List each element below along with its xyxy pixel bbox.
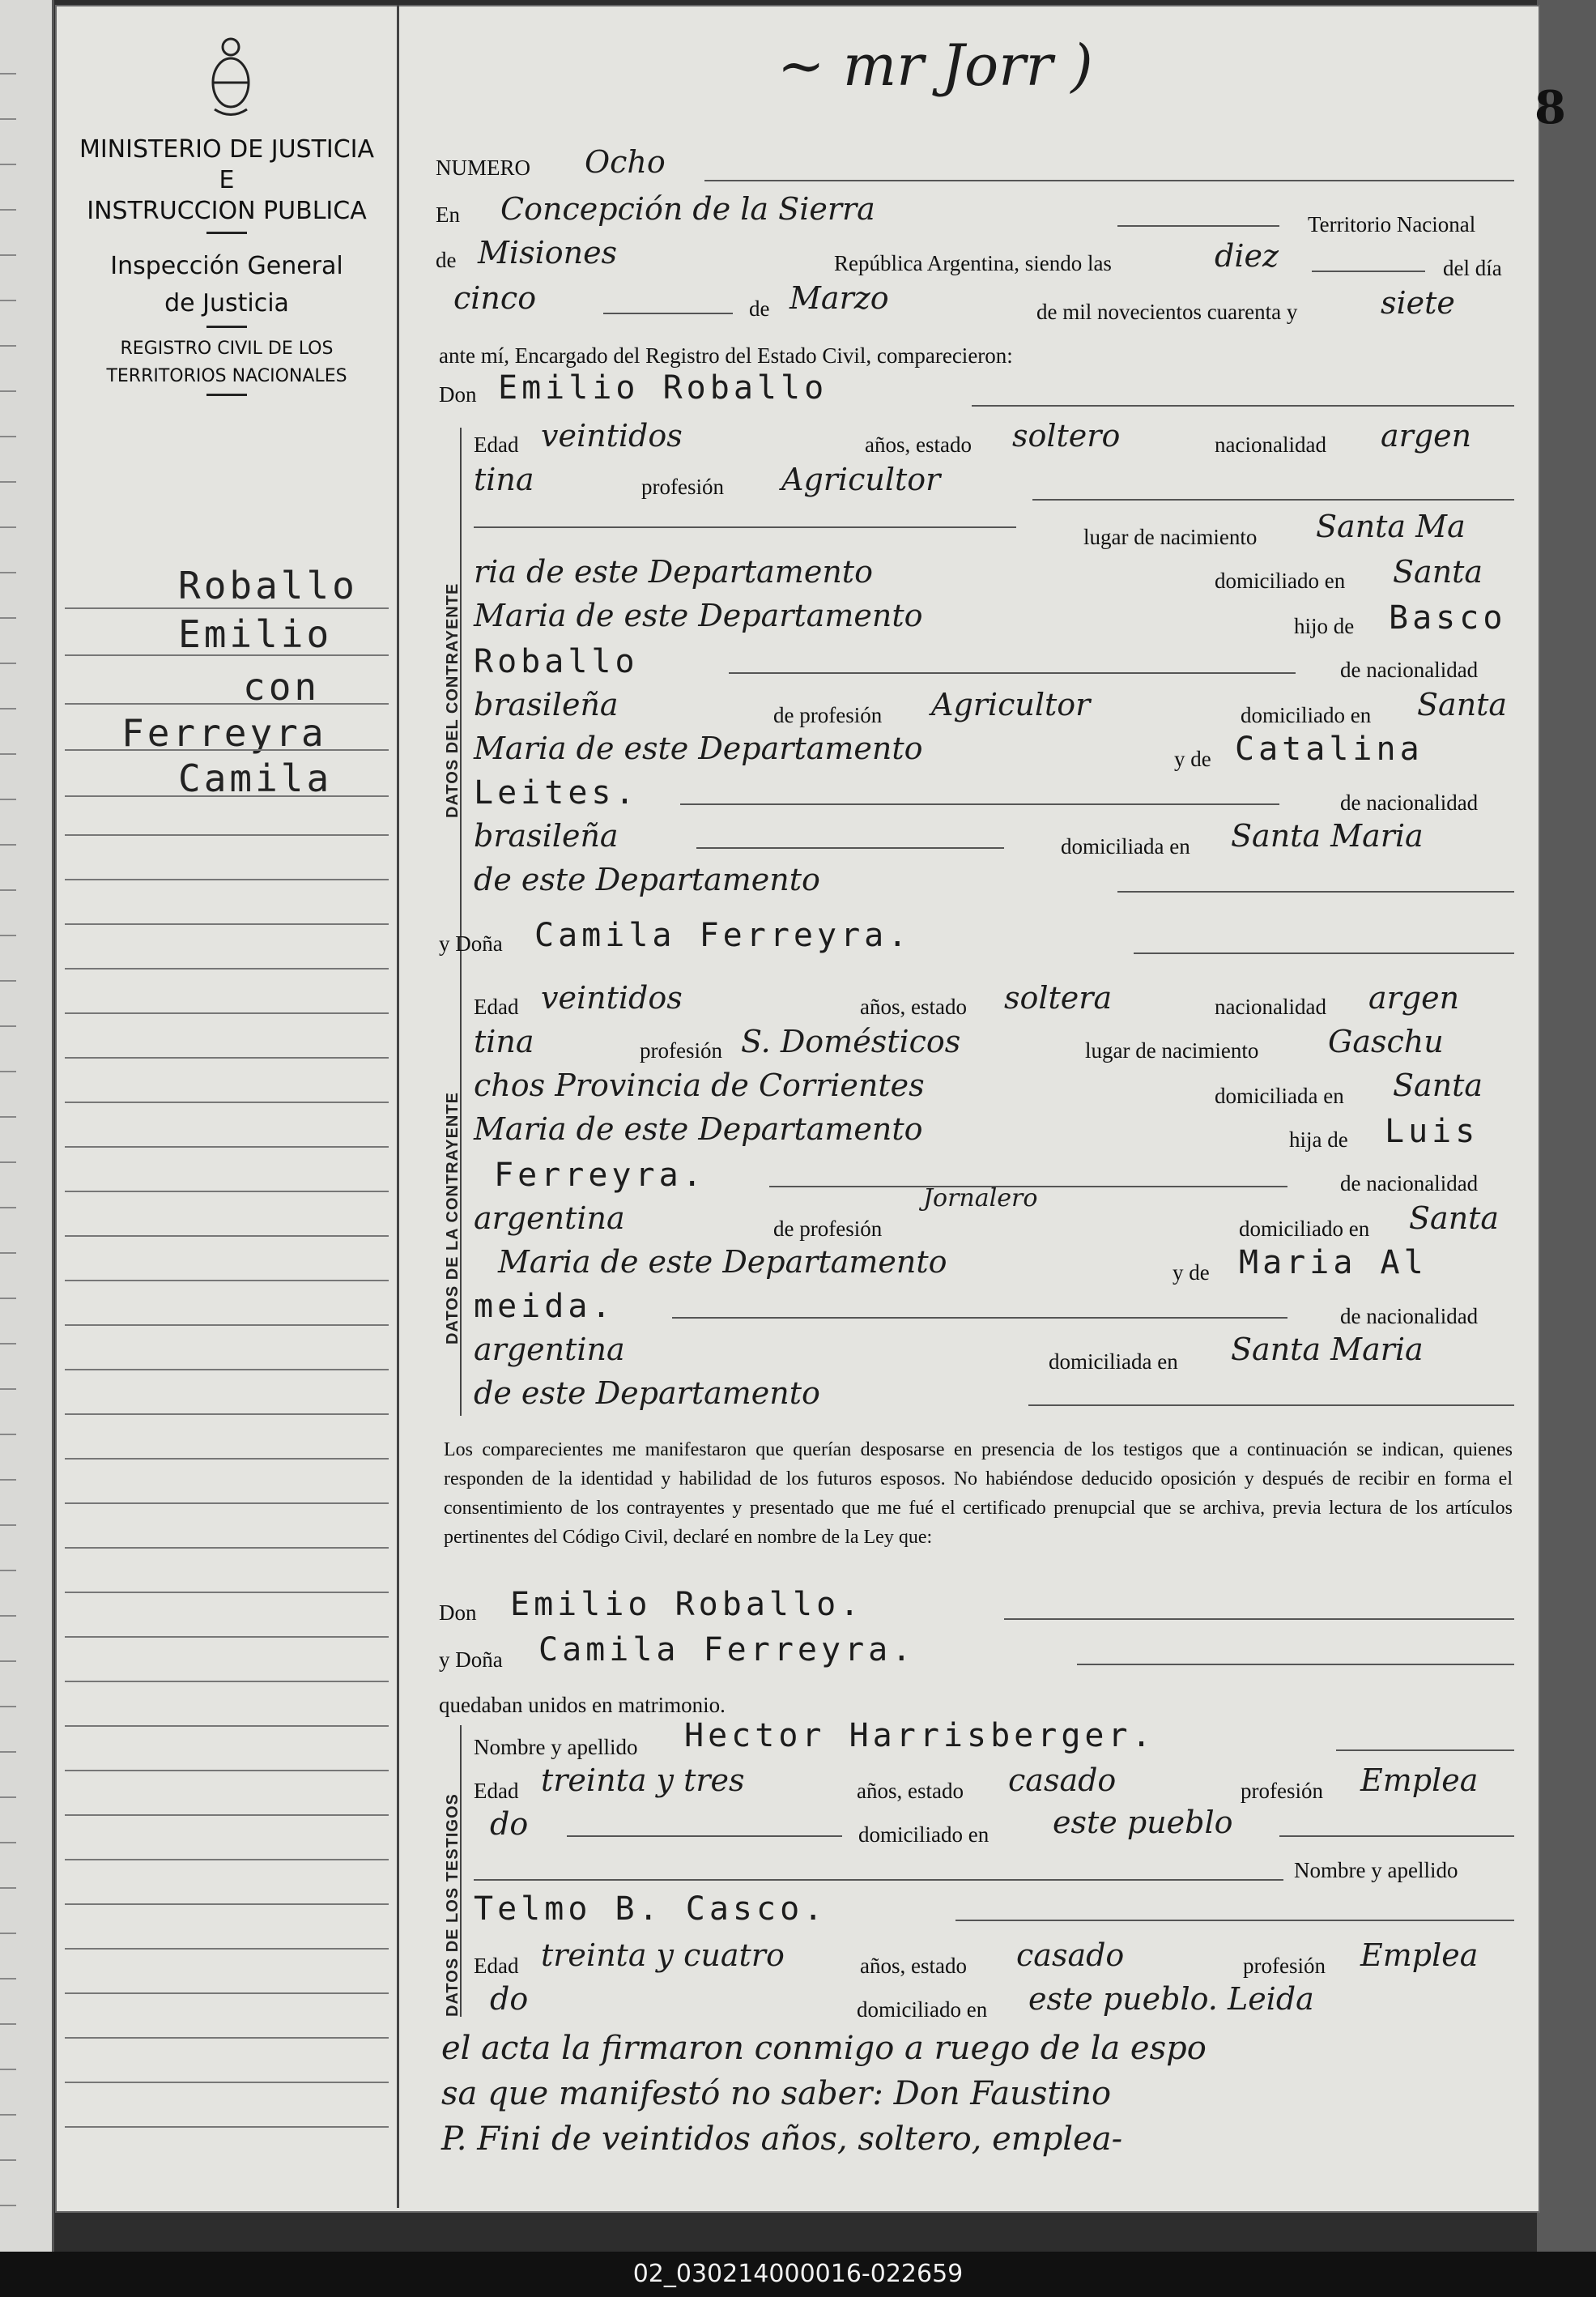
bride-mother-first: Maria Al <box>1239 1244 1428 1281</box>
witness1-status: casado <box>1008 1762 1117 1798</box>
label-profesion: profesión <box>641 475 724 499</box>
previous-page-rule <box>0 935 16 936</box>
label-y-dona: y Doña <box>439 931 503 956</box>
previous-page-rule <box>0 2069 16 2070</box>
bride-mother-address-start: Santa Maria <box>1231 1332 1424 1367</box>
header-signature-scribble: ~ mr Jorr ) <box>777 32 1093 99</box>
label-domiciliado: domiciliado en <box>858 1822 990 1847</box>
bride-age: veintidos <box>541 980 683 1016</box>
bride-mother-nationality: argentina <box>474 1332 625 1367</box>
previous-page-rule <box>0 2114 16 2116</box>
margin-rule <box>65 1992 389 1994</box>
margin-rule <box>65 1903 389 1905</box>
bride-occupation: S. Domésticos <box>741 1024 961 1059</box>
margin-rule <box>65 1458 389 1460</box>
margin-rule <box>65 1102 389 1103</box>
previous-page-rule <box>0 980 16 982</box>
label-profesion: profesión <box>640 1038 722 1063</box>
label-domiciliado: domiciliado en <box>1241 703 1372 727</box>
label-don: Don <box>439 382 477 407</box>
ministry-name <box>57 134 397 227</box>
label-anos-estado: años, estado <box>865 433 972 457</box>
groom-mother-address-start: Santa Maria <box>1231 818 1424 854</box>
groom-age: veintidos <box>541 418 683 454</box>
label-de-nacionalidad: de nacionalidad <box>1340 658 1479 682</box>
label-de-profesion: de profesión <box>773 1217 883 1241</box>
witness2-status: casado <box>1016 1937 1125 1973</box>
fill-line <box>696 847 1004 849</box>
margin-rule <box>65 749 389 751</box>
margin-rule <box>65 2037 389 2039</box>
previous-page-rule <box>0 1615 16 1617</box>
ministry-line-2: E <box>219 166 235 194</box>
fill-line <box>1117 225 1279 227</box>
label-de-profesion: de profesión <box>773 703 883 727</box>
margin-rule <box>65 1681 389 1682</box>
groom-mother-address-end: de este Departamento <box>474 862 820 897</box>
bride-status: soltera <box>1004 980 1113 1016</box>
groom-address-start: Santa <box>1393 554 1483 590</box>
previous-page-rule <box>0 708 16 710</box>
fill-line <box>1336 1749 1514 1751</box>
margin-rule <box>65 1235 389 1237</box>
label-edad: Edad <box>474 1954 519 1978</box>
witness2-age: treinta y cuatro <box>541 1937 785 1973</box>
label-domiciliada: domiciliada en <box>1215 1084 1344 1108</box>
previous-page-rule <box>0 617 16 619</box>
label-de-nacionalidad: de nacionalidad <box>1340 1171 1479 1195</box>
label-groom-section: DATOS DEL CONTRAYENTE <box>444 582 462 818</box>
fill-line <box>1134 952 1514 954</box>
previous-page-rule <box>0 436 16 437</box>
fill-line <box>972 405 1514 407</box>
bride-address-start: Santa <box>1393 1068 1483 1103</box>
margin-rule <box>65 795 389 797</box>
margin-rule <box>65 1547 389 1549</box>
fill-line <box>1077 1664 1514 1665</box>
page-number: 8 <box>1534 81 1566 134</box>
previous-page-rule <box>0 1660 16 1662</box>
bride-father-first: Luis <box>1385 1113 1479 1150</box>
previous-page-rule <box>0 799 16 800</box>
margin-rule <box>65 1057 389 1059</box>
margin-rule <box>65 2082 389 2083</box>
label-profesion: profesión <box>1243 1954 1326 1978</box>
margin-rule <box>65 607 389 609</box>
label-republica: República Argentina, siendo las <box>834 251 1112 275</box>
groom-birthplace-start: Santa Ma <box>1316 509 1466 544</box>
label-nombre-apellido: Nombre y apellido <box>1294 1858 1458 1882</box>
groom-mother-first: Catalina <box>1235 731 1424 768</box>
witness1-name: Hector Harrisberger. <box>684 1717 1156 1754</box>
previous-page-rule <box>0 753 16 755</box>
bride-father-address-start: Santa <box>1409 1200 1500 1236</box>
label-profesion: profesión <box>1241 1779 1323 1803</box>
label-del-dia: del día <box>1443 256 1502 280</box>
binding-shadow <box>1537 0 1596 2252</box>
closing-line-2: sa que manifestó no saber: Don Faustino <box>441 2075 1112 2112</box>
bride-birthplace-start: Gaschu <box>1328 1024 1444 1059</box>
margin-note-con: con <box>243 665 321 709</box>
previous-page-rule <box>0 1116 16 1118</box>
previous-page-rule <box>0 1071 16 1072</box>
value-month: Marzo <box>789 280 889 316</box>
label-y-de: y de <box>1173 1260 1210 1285</box>
previous-page-rule <box>0 1796 16 1798</box>
groom-father-occupation: Agricultor <box>931 687 1091 722</box>
margin-note-bride-surname: Ferreyra <box>121 711 327 755</box>
groom-father-address-start: Santa <box>1417 687 1508 722</box>
margin-rule <box>65 1280 389 1281</box>
groom-birthplace-end: ria de este Departamento <box>474 554 873 590</box>
margin-rule <box>65 1770 389 1771</box>
value-place: Concepción de la Sierra <box>500 191 875 227</box>
value-numero: Ocho <box>585 144 666 180</box>
value-year: siete <box>1381 285 1455 321</box>
witness2-name: Telmo B. Casco. <box>474 1890 828 1928</box>
previous-page-rule <box>0 300 16 301</box>
previous-page-rule <box>0 1161 16 1163</box>
label-de: de <box>436 248 457 272</box>
label-don: Don <box>439 1600 477 1625</box>
fill-line <box>474 526 1016 528</box>
label-domiciliado: domiciliado en <box>1239 1217 1370 1241</box>
value-territory: Misiones <box>478 235 618 271</box>
registry-name <box>57 335 397 390</box>
groom-nationality-start: argen <box>1381 418 1472 454</box>
previous-page-rule <box>0 1887 16 1889</box>
margin-rule <box>65 923 389 925</box>
previous-page-rule <box>0 2205 16 2206</box>
label-hija-de: hija de <box>1289 1127 1348 1152</box>
previous-page-rule <box>0 254 16 256</box>
label-domiciliada: domiciliada en <box>1049 1349 1178 1374</box>
label-anos-estado: años, estado <box>860 1954 967 1978</box>
bride-father-surname: Ferreyra. <box>494 1157 706 1194</box>
margin-note-surname: Roballo <box>178 564 358 607</box>
previous-page-rule <box>0 1978 16 1980</box>
fill-line <box>1032 499 1514 501</box>
fill-line <box>955 1920 1514 1921</box>
bride-birthplace-end: chos Provincia de Corrientes <box>474 1068 925 1103</box>
previous-page-rule <box>0 1751 16 1753</box>
label-hijo-de: hijo de <box>1294 614 1355 638</box>
label-de-nacionalidad: de nacionalidad <box>1340 1304 1479 1328</box>
previous-page-rule <box>0 481 16 483</box>
divider <box>206 326 247 328</box>
groom-father-first: Basco <box>1389 599 1507 637</box>
witness2-occupation-start: Emplea <box>1360 1937 1479 1973</box>
margin-note-given-name: Emilio <box>178 612 333 656</box>
margin-rule <box>65 834 389 836</box>
label-y-de: y de <box>1174 747 1211 771</box>
label-domiciliado: domiciliado en <box>1215 569 1346 593</box>
fill-line <box>729 672 1296 674</box>
fill-line <box>603 313 733 314</box>
label-lugar-nacimiento: lugar de nacimiento <box>1083 525 1258 549</box>
previous-page-rule <box>0 889 16 891</box>
margin-rule <box>65 1012 389 1014</box>
bride-nationality-start: argen <box>1368 980 1460 1016</box>
label-domiciliado: domiciliado en <box>857 1997 988 2022</box>
declared-groom-name: Emilio Roballo. <box>510 1586 864 1623</box>
label-de-mes: de <box>749 296 770 321</box>
previous-page-rule <box>0 390 16 392</box>
label-anos-estado: años, estado <box>860 995 967 1019</box>
inspection-line-2: de Justicia <box>164 289 289 317</box>
previous-page-edge <box>0 0 54 2252</box>
bride-nationality-end: tina <box>474 1024 534 1059</box>
label-edad: Edad <box>474 995 519 1019</box>
groom-father-address-end: Maria de este Departamento <box>474 731 923 766</box>
previous-page-rule <box>0 1252 16 1254</box>
declaration-paragraph: Los comparecientes me manifestaron que querían desposarse en presencia de los testigos que a continuación se indican, quienes responden de la identidad y habilidad de los futuros esposos. No habiéndose deducido oposición y después de recibir en forma el consentimiento de los contrayentes y presentado que me fué el certificado prenupcial que se archiva, previa lectura de los artículos pertinentes del Código Civil, declaré en nombre de la Ley que: <box>444 1439 1513 1548</box>
divider <box>206 394 247 396</box>
label-domiciliada: domiciliada en <box>1061 834 1190 859</box>
margin-rule <box>65 1146 389 1148</box>
previous-page-rule <box>0 345 16 347</box>
margin-rule <box>65 879 389 880</box>
fill-line <box>1279 1835 1514 1837</box>
label-unidos: quedaban unidos en matrimonio. <box>439 1693 726 1717</box>
fill-line <box>1028 1404 1514 1406</box>
fill-line <box>1312 271 1425 272</box>
groom-status: soltero <box>1012 418 1121 454</box>
bride-name: Camila Ferreyra. <box>534 917 912 954</box>
margin-rule <box>65 968 389 970</box>
previous-page-rule <box>0 1570 16 1571</box>
margin-rule <box>65 1859 389 1860</box>
label-edad: Edad <box>474 1779 519 1803</box>
previous-page-rule <box>0 1388 16 1390</box>
registry-line-2: TERRITORIOS NACIONALES <box>106 366 347 386</box>
inspection-line-1: Inspección General <box>110 252 343 280</box>
previous-page-rule <box>0 526 16 528</box>
previous-page-rule <box>0 118 16 120</box>
groom-nationality-end: tina <box>474 462 534 497</box>
fill-line <box>704 180 1514 181</box>
previous-page-rule <box>0 209 16 211</box>
label-de-nacionalidad: de nacionalidad <box>1340 791 1479 815</box>
previous-page-rule <box>0 1343 16 1345</box>
scan-image-code: 02_030214000016-022659 <box>632 2260 964 2288</box>
margin-rule <box>65 1413 389 1415</box>
margin-rule <box>65 1191 389 1192</box>
margin-rule <box>65 654 389 656</box>
margin-rule <box>65 2126 389 2128</box>
witness2-address: este pueblo. Leida <box>1028 1981 1314 2017</box>
fill-line <box>567 1835 842 1837</box>
witness1-occupation-start: Emplea <box>1360 1762 1479 1798</box>
closing-line-1: el acta la firmaron conmigo a ruego de la espo <box>441 2030 1207 2067</box>
bride-father-nationality: argentina <box>474 1200 625 1236</box>
witness1-occupation-end: do <box>490 1806 529 1842</box>
ministry-line-3: INSTRUCCION PUBLICA <box>87 197 367 225</box>
margin-rule <box>65 1592 389 1593</box>
label-y-dona: y Doña <box>439 1647 503 1672</box>
margin-rule <box>65 1725 389 1727</box>
groom-mother-nationality: brasileña <box>474 818 619 854</box>
bride-mother-address-end: de este Departamento <box>474 1375 820 1411</box>
label-witnesses-section: DATOS DE LOS TESTIGOS <box>444 1793 462 2017</box>
declared-bride-name: Camila Ferreyra. <box>538 1631 916 1668</box>
fill-line <box>1117 891 1514 893</box>
previous-page-rule <box>0 1706 16 1707</box>
ministry-line-1: MINISTERIO DE JUSTICIA <box>79 135 375 164</box>
groom-occupation: Agricultor <box>781 462 941 497</box>
previous-page-rule <box>0 164 16 165</box>
previous-page-rule <box>0 1842 16 1843</box>
groom-name: Emilio Roballo <box>498 369 828 407</box>
bride-father-occupation: Jornalero <box>923 1184 1038 1212</box>
previous-page-rule <box>0 844 16 846</box>
label-numero: NUMERO <box>436 156 531 180</box>
previous-page-rule <box>0 2023 16 2025</box>
margin-rule <box>65 1814 389 1816</box>
margin-rule <box>65 1636 389 1638</box>
inspection-name <box>57 248 397 322</box>
label-bride-section: DATOS DE LA CONTRAYENTE <box>444 1092 462 1345</box>
fill-line <box>474 1879 1283 1881</box>
coat-of-arms-icon <box>206 32 255 121</box>
label-ante-mi: ante mí, Encargado del Registro del Estado Civil, comparecieron: <box>439 343 1013 368</box>
label-edad: Edad <box>474 433 519 457</box>
previous-page-rule <box>0 73 16 75</box>
groom-address-end: Maria de este Departamento <box>474 598 923 633</box>
witness1-age: treinta y tres <box>541 1762 745 1798</box>
previous-page-rule <box>0 1025 16 1027</box>
fill-line <box>680 803 1279 805</box>
label-de-mil: de mil novecientos cuarenta y <box>1036 300 1298 324</box>
label-nacionalidad: nacionalidad <box>1215 433 1326 457</box>
margin-rule <box>65 1502 389 1504</box>
margin-note-bride-name: Camila <box>178 756 333 800</box>
margin-rule <box>65 1324 389 1326</box>
margin-rule <box>65 1369 389 1370</box>
registry-line-1: REGISTRO CIVIL DE LOS <box>120 339 334 359</box>
previous-page-rule <box>0 1298 16 1299</box>
label-nacionalidad: nacionalidad <box>1215 995 1326 1019</box>
closing-line-3: P. Fini de veintidos años, soltero, emplea- <box>441 2120 1123 2158</box>
witness1-address: este pueblo <box>1053 1805 1233 1840</box>
previous-page-rule <box>0 1479 16 1481</box>
fill-line <box>672 1317 1287 1319</box>
margin-rule <box>65 703 389 705</box>
groom-father-surname: Roballo <box>474 643 639 680</box>
previous-page-rule <box>0 1524 16 1526</box>
previous-page-rule <box>0 572 16 573</box>
bride-mother-surname: meida. <box>474 1288 615 1325</box>
margin-column <box>57 5 399 2208</box>
previous-page-rule <box>0 1434 16 1435</box>
label-en: En <box>436 202 460 227</box>
bride-address-end: Maria de este Departamento <box>474 1111 923 1147</box>
divider <box>206 232 247 234</box>
witness2-occupation-end: do <box>490 1981 529 2017</box>
label-anos-estado: años, estado <box>857 1779 964 1803</box>
bride-father-address-end: Maria de este Departamento <box>498 1244 947 1280</box>
label-lugar-nacimiento: lugar de nacimiento <box>1085 1038 1259 1063</box>
value-hour: diez <box>1215 238 1279 274</box>
label-territorio: Territorio Nacional <box>1308 212 1476 237</box>
previous-page-rule <box>0 663 16 664</box>
previous-page-rule <box>0 1207 16 1208</box>
previous-page-rule <box>0 1933 16 1934</box>
value-day: cinco <box>453 280 537 316</box>
fill-line <box>1004 1618 1514 1620</box>
label-nombre-apellido: Nombre y apellido <box>474 1735 638 1759</box>
margin-rule <box>65 1948 389 1950</box>
groom-mother-surname: Leites. <box>474 774 639 812</box>
groom-father-nationality: brasileña <box>474 687 619 722</box>
previous-page-rule <box>0 2159 16 2161</box>
